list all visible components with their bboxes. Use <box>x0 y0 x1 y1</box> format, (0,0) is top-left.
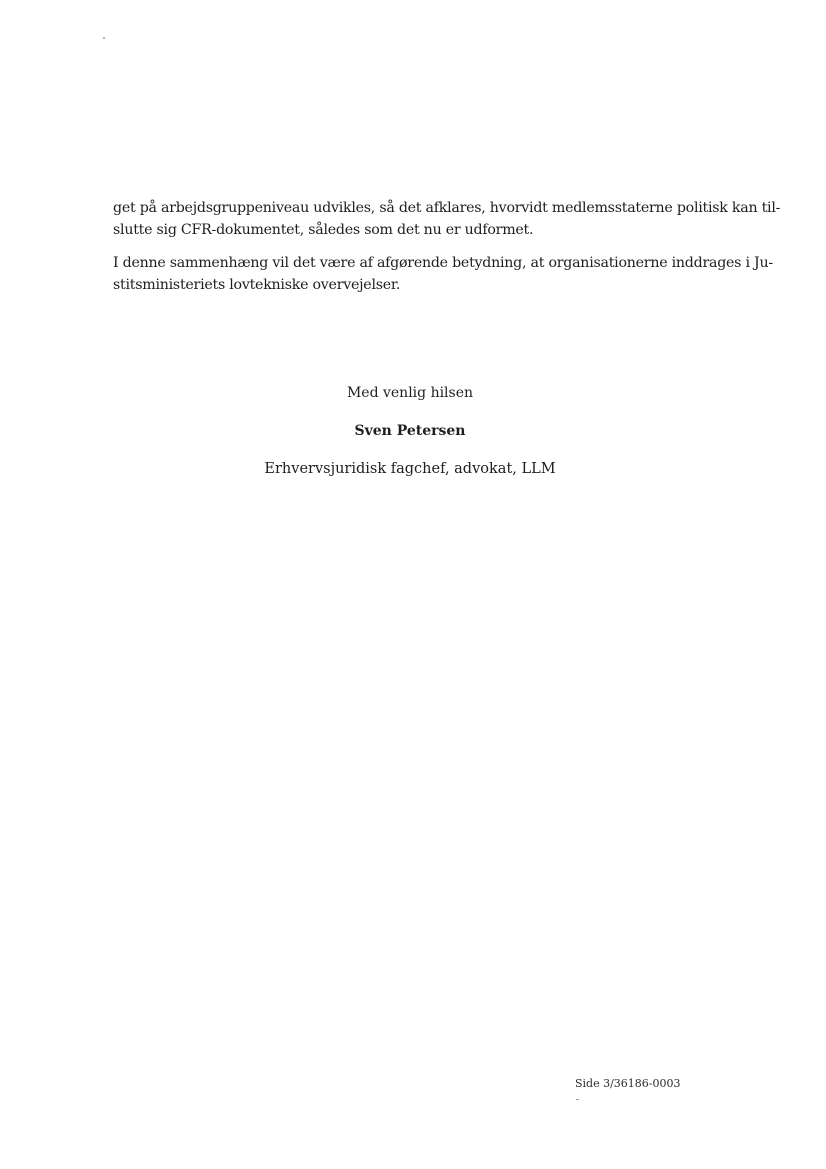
paragraph-2-line-1: I denne sammenhæng vil det være af afgørende betydning, at organisationerne inddrages i Ju- <box>113 255 773 271</box>
paragraph-1-line-2: slutte sig CFR-dokumentet, således som det nu er udformet. <box>113 222 534 238</box>
signer-title: Erhvervsjuridisk fagchef, advokat, LLM <box>264 461 556 477</box>
closing-greeting: Med venlig hilsen <box>346 385 474 401</box>
paragraph-2-line-2: stitsministeriets lovtekniske overvejelser. <box>113 277 401 293</box>
signer-name: Sven Petersen <box>354 423 466 439</box>
page-reference: Side 3/36186-0003 <box>575 1077 681 1090</box>
paragraph-1-line-1: get på arbejdsgruppeniveau udvikles, så det afklares, hvorvidt medlemsstaterne politisk kan til- <box>113 200 781 216</box>
paragraph-1 <box>113 197 781 241</box>
scan-speck <box>103 37 105 39</box>
letter-body <box>113 197 781 307</box>
paragraph-2 <box>113 252 773 296</box>
scan-speck <box>576 1099 579 1100</box>
